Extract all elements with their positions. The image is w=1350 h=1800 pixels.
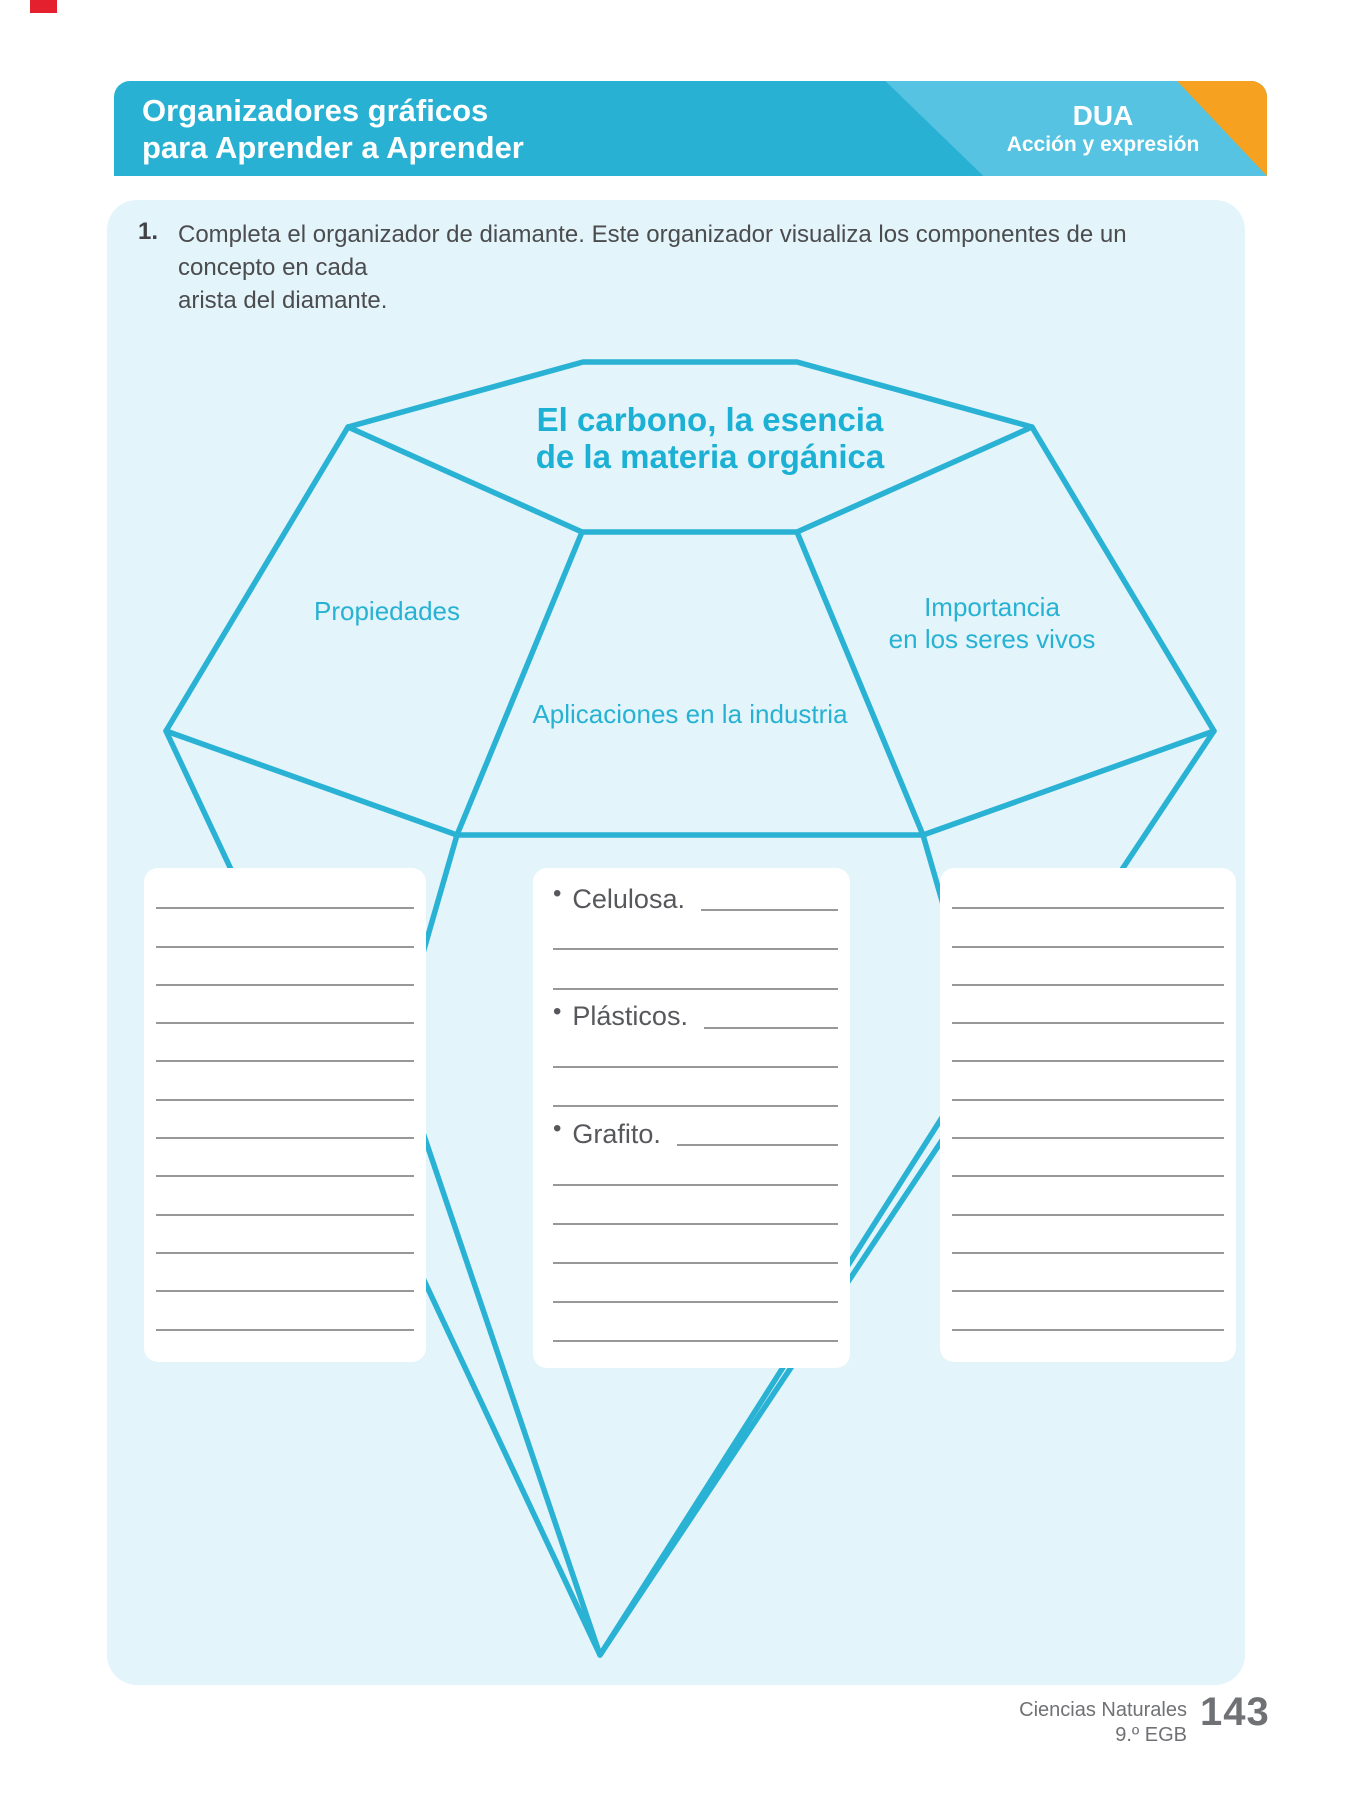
write-line xyxy=(952,1252,1224,1254)
section-title-line2: para Aprender a Aprender xyxy=(142,129,524,165)
write-line xyxy=(156,907,414,909)
exercise-instruction xyxy=(178,218,1158,317)
write-line xyxy=(156,1329,414,1331)
right-answer-box xyxy=(940,868,1236,1362)
answer-line-label: Grafito. xyxy=(572,1118,661,1149)
answer-line xyxy=(156,948,414,986)
footer-subject-block xyxy=(907,1698,1187,1748)
diamond-title-line1: El carbono, la esencia xyxy=(536,401,884,438)
footer-subject: Ciencias Naturales xyxy=(1019,1699,1187,1721)
write-line xyxy=(677,1144,838,1146)
section-title xyxy=(142,81,524,176)
answer-line xyxy=(156,1216,414,1254)
answer-line xyxy=(553,1303,838,1342)
facet-label-importancia xyxy=(842,591,1142,655)
answer-line xyxy=(553,1146,838,1185)
bullet-icon: • xyxy=(553,997,562,1025)
answer-line xyxy=(952,1292,1224,1330)
answer-line xyxy=(156,871,414,909)
answer-line xyxy=(952,909,1224,947)
write-line xyxy=(553,1105,838,1107)
answer-line xyxy=(553,1225,838,1264)
bullet-icon: • xyxy=(553,1115,562,1143)
exercise-instruction-line1: Completa el organizador de diamante. Este organizador visualiza los componentes de un concepto en cada xyxy=(178,221,1127,281)
exercise-number: 1. xyxy=(138,218,159,245)
write-line xyxy=(704,1027,838,1029)
answer-line xyxy=(952,1139,1224,1177)
facet-label-aplicaciones: Aplicaciones en la industria xyxy=(532,699,848,729)
write-line xyxy=(952,1099,1224,1101)
facet-label-importancia-line1: Importancia xyxy=(924,592,1060,622)
write-line xyxy=(156,1175,414,1177)
answer-line xyxy=(952,1062,1224,1100)
answer-line xyxy=(952,986,1224,1024)
write-line xyxy=(156,1022,414,1024)
write-line xyxy=(553,948,838,950)
write-line xyxy=(952,1214,1224,1216)
answer-line xyxy=(156,1024,414,1062)
write-line xyxy=(553,1066,838,1068)
diamond-title-line2: de la materia orgánica xyxy=(535,438,885,475)
write-line xyxy=(952,946,1224,948)
write-line xyxy=(156,1290,414,1292)
write-line xyxy=(553,1301,838,1303)
answer-line xyxy=(156,1254,414,1292)
header-band xyxy=(114,81,1267,176)
write-line xyxy=(156,1214,414,1216)
dua-badge xyxy=(938,81,1267,176)
answer-line xyxy=(952,948,1224,986)
answer-line xyxy=(156,909,414,947)
write-line xyxy=(156,984,414,986)
write-line xyxy=(156,1252,414,1254)
write-line xyxy=(553,1223,838,1225)
write-line xyxy=(553,1184,838,1186)
answer-line xyxy=(553,911,838,950)
write-line xyxy=(156,946,414,948)
write-line xyxy=(952,1290,1224,1292)
write-line xyxy=(156,1060,414,1062)
answer-line xyxy=(156,1062,414,1100)
answer-line xyxy=(553,1186,838,1225)
diamond-title xyxy=(460,401,960,475)
answer-line xyxy=(553,1264,838,1303)
answer-line xyxy=(952,1254,1224,1292)
answer-line xyxy=(952,1216,1224,1254)
write-line xyxy=(952,1060,1224,1062)
facet-label-importancia-line2: en los seres vivos xyxy=(888,624,1096,654)
answer-line xyxy=(952,1177,1224,1215)
write-line xyxy=(553,988,838,990)
write-line xyxy=(952,1137,1224,1139)
write-line xyxy=(156,1137,414,1139)
answer-line xyxy=(156,1139,414,1177)
write-line xyxy=(952,1175,1224,1177)
answer-line xyxy=(156,1292,414,1330)
dua-badge-subtitle: Acción y expresión xyxy=(1006,133,1200,156)
write-line xyxy=(952,907,1224,909)
left-answer-lines xyxy=(144,868,426,1331)
write-line xyxy=(952,1022,1224,1024)
answer-line xyxy=(553,1029,838,1068)
answer-line xyxy=(553,872,838,914)
answer-line-label: Plásticos. xyxy=(572,1001,688,1032)
answer-line-label: Celulosa. xyxy=(572,883,685,914)
exercise-instruction-line2: arista del diamante. xyxy=(178,287,388,314)
right-answer-lines xyxy=(940,868,1236,1331)
write-line xyxy=(553,1262,838,1264)
write-line xyxy=(553,1340,838,1342)
section-title-line1: Organizadores gráficos xyxy=(142,92,489,128)
center-answer-box xyxy=(533,868,850,1368)
center-answer-lines xyxy=(533,868,850,1342)
answer-line xyxy=(952,871,1224,909)
answer-line xyxy=(952,1101,1224,1139)
answer-line xyxy=(553,1107,838,1149)
facet-label-propiedades: Propiedades xyxy=(314,596,460,626)
answer-line xyxy=(156,1101,414,1139)
footer-grade: 9.º EGB xyxy=(1115,1724,1187,1746)
answer-line xyxy=(952,1024,1224,1062)
answer-line xyxy=(553,1068,838,1107)
answer-line xyxy=(156,986,414,1024)
write-line xyxy=(701,909,838,911)
write-line xyxy=(952,984,1224,986)
answer-line xyxy=(553,990,838,1032)
bullet-icon: • xyxy=(553,880,562,908)
page-number: 143 xyxy=(1200,1690,1270,1734)
answer-line xyxy=(553,950,838,989)
write-line xyxy=(952,1329,1224,1331)
answer-line xyxy=(156,1177,414,1215)
left-answer-box xyxy=(144,868,426,1362)
print-registration-mark xyxy=(30,0,57,13)
dua-badge-title: DUA xyxy=(1072,100,1134,131)
write-line xyxy=(156,1099,414,1101)
